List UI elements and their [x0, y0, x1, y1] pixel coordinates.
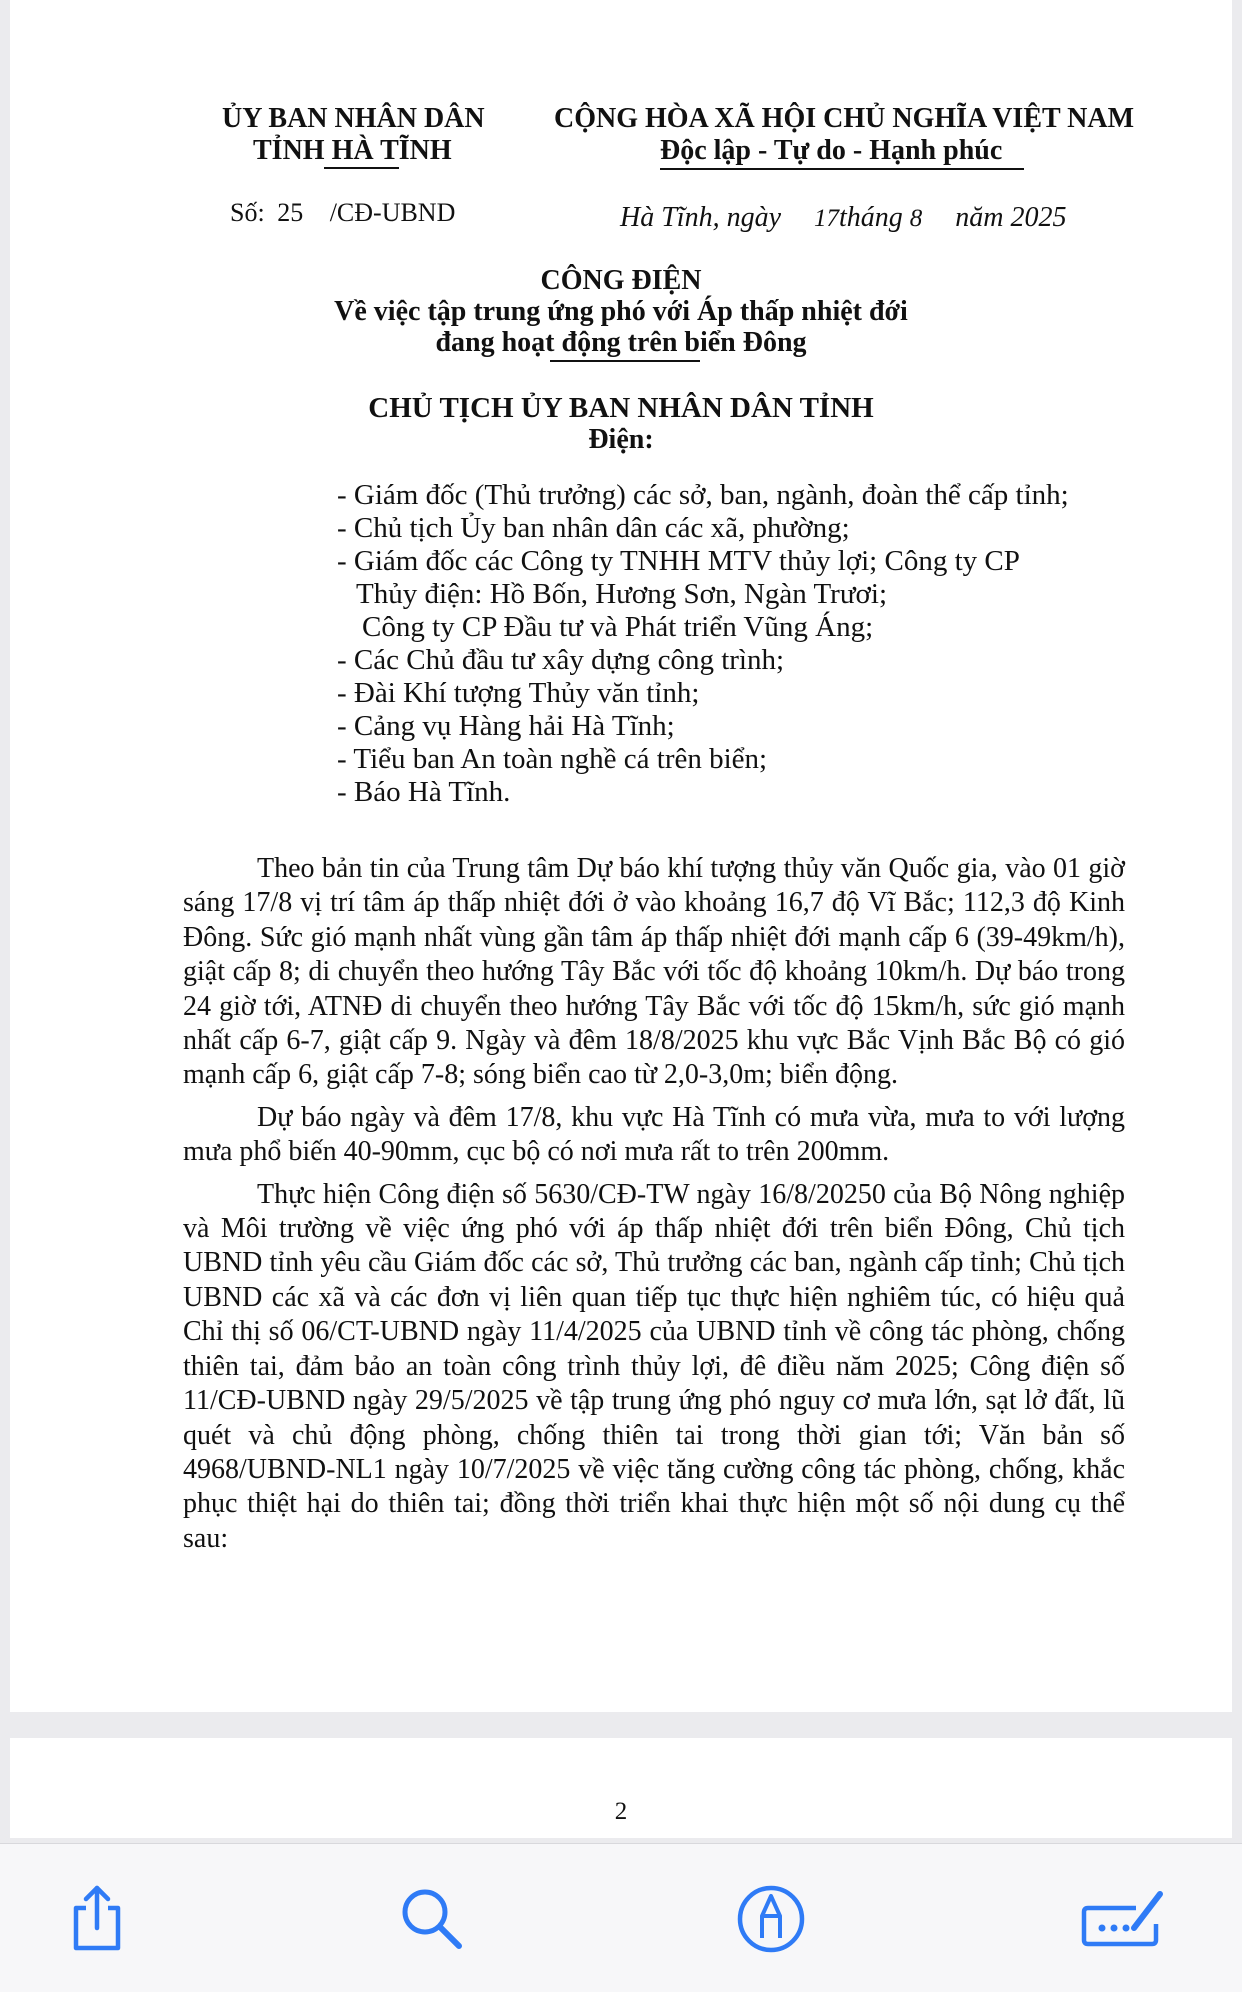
bottom-toolbar — [0, 1843, 1242, 1992]
body-paragraph: Dự báo ngày và đêm 17/8, khu vực Hà Tĩnh có mưa vừa, mưa to với lượng mưa phổ biến 40-90mm, cục bộ có nơi mưa rất to trên 200mm. — [183, 1101, 1125, 1168]
document-number-code: /CĐ-UBND — [329, 198, 456, 227]
document-page-1 — [10, 0, 1232, 1712]
issuer-line2: TỈNH HÀ TĨNH — [253, 135, 452, 166]
date-day: 17 — [814, 205, 839, 232]
subject-line2: đang hoạt động trên biển Đông — [435, 327, 807, 358]
sender-subtitle: Điện: — [588, 424, 654, 455]
recipient-item: - Cảng vụ Hàng hải Hà Tĩnh; — [337, 710, 675, 742]
recipient-item: - Các Chủ đầu tư xây dựng công trình; — [337, 644, 785, 676]
search-icon[interactable] — [397, 1884, 467, 1954]
nation-motto: Độc lập - Tự do - Hạnh phúc — [660, 135, 1003, 166]
subject-line1: Về việc tập trung ứng phó với Áp thấp nhiệt đới — [334, 296, 908, 327]
document-number — [230, 198, 455, 228]
page-number: 2 — [614, 1798, 628, 1825]
date-month: 8 — [909, 205, 923, 232]
form-fill-icon[interactable] — [1078, 1884, 1168, 1954]
date-month-label: tháng — [839, 202, 903, 233]
recipient-item: - Đài Khí tượng Thủy văn tỉnh; — [337, 677, 700, 709]
recipient-item: - Chủ tịch Ủy ban nhân dân các xã, phường; — [337, 512, 850, 544]
document-date — [620, 202, 1067, 234]
issuer-line1: ỦY BAN NHÂN DÂN — [222, 103, 485, 134]
document-type: CÔNG ĐIỆN — [540, 265, 702, 296]
recipient-item: - Tiểu ban An toàn nghề cá trên biển; — [337, 743, 768, 775]
document-number-label: Số: — [230, 198, 265, 227]
document-body — [183, 852, 1125, 1564]
date-year: năm 2025 — [955, 202, 1067, 233]
markup-icon[interactable] — [736, 1884, 806, 1954]
document-page-2 — [10, 1738, 1232, 1838]
date-place: Hà Tĩnh, ngày — [620, 202, 781, 233]
recipient-item: - Báo Hà Tĩnh. — [337, 776, 511, 808]
motto-underline — [660, 168, 1024, 170]
recipient-item: Thủy điện: Hồ Bốn, Hương Sơn, Ngàn Trươi; — [356, 578, 888, 610]
document-number-value: 25 — [277, 198, 304, 227]
subject-underline — [550, 360, 700, 362]
share-icon[interactable] — [62, 1884, 132, 1954]
body-paragraph: Theo bản tin của Trung tâm Dự báo khí tượng thủy văn Quốc gia, vào 01 giờ sáng 17/8 vị trí tâm áp thấp nhiệt đới ở vào khoảng 16,7 độ Vĩ Bắc; 112,3 độ Kinh Đông. Sức gió mạnh nhất vùng gần tâm áp thấp nhiệt đới mạnh cấp 6 (39-49km/h), giật cấp 8; di chuyển theo hướng Tây Bắc với tốc độ khoảng 10km/h. Dự báo trong 24 giờ tới, ATNĐ di chuyển theo hướng Tây Bắc với tốc độ 15km/h, sức gió mạnh nhất cấp 6-7, giật cấp 9. Ngày và đêm 18/8/2025 khu vực Bắc Vịnh Bắc Bộ có gió mạnh cấp 6, giật cấp 7-8; sóng biển cao từ 2,0-3,0m; biển động. — [183, 853, 1125, 1091]
recipient-item: - Giám đốc các Công ty TNHH MTV thủy lợi; Công ty CP — [337, 545, 1020, 577]
recipient-item: - Giám đốc (Thủ trưởng) các sở, ban, ngành, đoàn thể cấp tỉnh; — [337, 479, 1069, 511]
issuer-underline — [324, 167, 399, 169]
sender-title: CHỦ TỊCH ỦY BAN NHÂN DÂN TỈNH — [368, 392, 874, 424]
nation-title: CỘNG HÒA XÃ HỘI CHỦ NGHĨA VIỆT NAM — [554, 103, 1135, 134]
body-paragraph: Thực hiện Công điện số 5630/CĐ-TW ngày 16/8/20250 của Bộ Nông nghiệp và Môi trường về việc ứng phó với áp thấp nhiệt đới trên biển Đông, Chủ tịch UBND tỉnh yêu cầu Giám đốc các sở, Thủ trưởng các ban, ngành cấp tỉnh; Chủ tịch UBND các xã và các đơn vị liên quan tiếp tục thực hiện nghiêm túc, có hiệu quả Chỉ thị số 06/CT-UBND ngày 11/4/2025 của UBND tỉnh về công tác phòng, chống thiên tai, đảm bảo an toàn công trình thủy lợi, đê điều năm 2025; Công điện số 11/CĐ-UBND ngày 29/5/2025 về tập trung ứng phó nguy cơ mưa lớn, sạt lở đất, lũ quét và chủ động phòng, chống thiên tai trong thời gian tới; Văn bản số 4968/UBND-NL1 ngày 10/7/2025 về việc tăng cường công tác phòng, chống, khắc phục thiệt hại do thiên tai; đồng thời triển khai thực hiện một số nội dung cụ thể sau: — [183, 1178, 1125, 1554]
recipient-item: Công ty CP Đầu tư và Phát triển Vũng Áng; — [362, 611, 874, 643]
